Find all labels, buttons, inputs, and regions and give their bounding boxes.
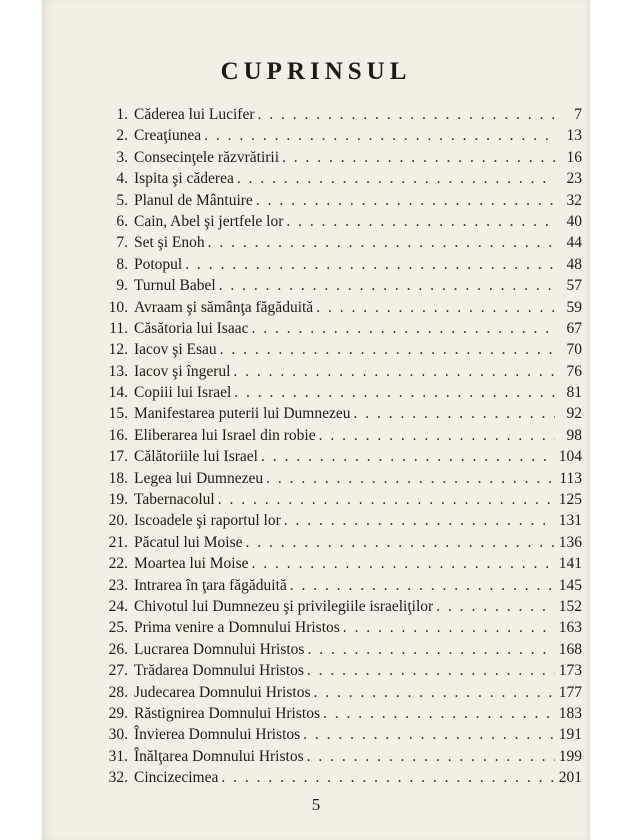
toc-entry — [100, 705, 582, 726]
dot-leader — [221, 769, 555, 787]
dot-leader — [307, 748, 555, 766]
dot-leader — [323, 705, 555, 723]
table-of-contents — [100, 106, 582, 791]
toc-entry-title: Copiii lui Israel — [134, 384, 232, 402]
toc-entry-number: 21. — [108, 533, 128, 551]
dot-leader — [286, 213, 555, 231]
toc-entry-page: 48 — [566, 255, 582, 273]
toc-entry-title: Răstignirea Domnului Hristos — [134, 704, 320, 722]
toc-entry-number: 29. — [108, 704, 128, 722]
toc-entry-number: 30. — [108, 726, 128, 744]
toc-entry-number: 11. — [109, 319, 128, 337]
dot-leader — [251, 320, 555, 338]
toc-entry-page: 199 — [558, 747, 582, 765]
toc-entry — [100, 555, 582, 576]
toc-entry-title: Potopul — [134, 255, 183, 273]
toc-entry — [100, 213, 582, 234]
toc-entry — [100, 769, 582, 790]
toc-entry-page: 81 — [566, 384, 582, 402]
toc-entry — [100, 299, 582, 320]
toc-entry-page: 168 — [558, 640, 582, 658]
toc-entry-page: 70 — [566, 341, 582, 359]
toc-entry-number: 27. — [108, 662, 128, 680]
toc-entry-page: 7 — [574, 106, 582, 123]
toc-entry-title: Înălţarea Domnului Hristos — [134, 747, 304, 765]
toc-entry-page: 201 — [558, 769, 582, 787]
toc-entry — [100, 491, 582, 512]
toc-entry-number: 31. — [108, 747, 128, 765]
toc-entry-number: 24. — [108, 597, 128, 615]
toc-entry — [100, 234, 582, 255]
toc-entry-number: 4. — [116, 170, 128, 188]
toc-entry-number: 32. — [108, 769, 128, 787]
toc-entry-page: 136 — [558, 533, 582, 551]
dot-leader — [233, 363, 555, 381]
toc-entry-page: 183 — [558, 704, 582, 722]
toc-entry-number: 16. — [108, 426, 128, 444]
toc-entry-page: 67 — [566, 319, 582, 337]
toc-entry-title: Ispita şi căderea — [134, 170, 234, 188]
dot-leader — [208, 234, 555, 252]
dot-leader — [284, 512, 555, 530]
dot-leader — [303, 726, 555, 744]
toc-entry-title: Consecinţele răzvrătirii — [134, 148, 280, 166]
toc-entry — [100, 106, 582, 127]
toc-entry-page: 40 — [566, 212, 582, 230]
toc-entry — [100, 448, 582, 469]
toc-entry-page: 44 — [566, 234, 582, 252]
toc-entry-number: 12. — [108, 341, 128, 359]
toc-entry-page: 13 — [566, 127, 582, 145]
toc-entry — [100, 427, 582, 448]
toc-entry — [100, 577, 582, 598]
toc-entry-number: 25. — [108, 619, 128, 637]
toc-entry-page: 76 — [566, 362, 582, 380]
toc-entry — [100, 470, 582, 491]
toc-entry-title: Iacov şi îngerul — [134, 362, 231, 380]
toc-entry-title: Set şi Enoh — [134, 234, 205, 252]
toc-entry-title: Învierea Domnului Hristos — [134, 726, 301, 744]
toc-entry-page: 163 — [558, 619, 582, 637]
dot-leader — [218, 491, 555, 509]
dot-leader — [316, 299, 555, 317]
dot-leader — [307, 641, 555, 659]
book-page — [42, 0, 590, 840]
dot-leader — [282, 149, 555, 167]
toc-entry — [100, 512, 582, 533]
toc-entry — [100, 341, 582, 362]
toc-entry-title: Planul de Mântuire — [134, 191, 253, 209]
toc-entry — [100, 149, 582, 170]
toc-entry-title: Călătoriile lui Israel — [134, 448, 258, 466]
toc-entry-number: 8. — [116, 255, 128, 273]
toc-entry-title: Turnul Babel — [134, 277, 216, 295]
toc-entry-title: Chivotul lui Dumnezeu şi privilegiile israeliţilor — [134, 597, 434, 615]
toc-entry-title: Judecarea Domnului Hristos — [134, 683, 311, 701]
toc-entry-page: 104 — [558, 448, 582, 466]
dot-leader — [319, 427, 555, 445]
dot-leader — [256, 192, 555, 210]
dot-leader — [234, 384, 555, 402]
toc-entry-number: 20. — [108, 512, 128, 530]
toc-entry-page: 125 — [558, 491, 582, 509]
toc-entry — [100, 726, 582, 747]
toc-entry-title: Căderea lui Lucifer — [134, 106, 255, 123]
toc-entry-title: Prima venire a Domnului Hristos — [134, 619, 340, 637]
toc-entry-page: 131 — [558, 512, 582, 530]
toc-entry-title: Avraam şi sămânţa făgăduită — [134, 298, 314, 316]
toc-entry-page: 152 — [558, 597, 582, 615]
dot-leader — [220, 341, 555, 359]
toc-entry-page: 141 — [558, 555, 582, 573]
toc-entry-title: Iacov şi Esau — [134, 341, 217, 359]
toc-entry-page: 57 — [566, 277, 582, 295]
toc-entry-title: Moartea lui Moise — [134, 555, 249, 573]
toc-entry — [100, 256, 582, 277]
toc-entry-number: 14. — [108, 384, 128, 402]
toc-entry-title: Lucrarea Domnului Hristos — [134, 640, 305, 658]
toc-entry — [100, 684, 582, 705]
toc-entry-number: 1. — [116, 106, 128, 123]
dot-leader — [204, 127, 555, 145]
toc-entry-number: 10. — [108, 298, 128, 316]
toc-entry — [100, 363, 582, 384]
toc-entry-number: 13. — [108, 362, 128, 380]
dot-leader — [314, 684, 556, 702]
toc-entry-page: 32 — [566, 191, 582, 209]
dot-leader — [266, 470, 555, 488]
toc-entry-number: 5. — [116, 191, 128, 209]
toc-entry-title: Manifestarea puterii lui Dumnezeu — [134, 405, 351, 423]
toc-entry-number: 6. — [116, 212, 128, 230]
toc-entry-page: 98 — [566, 426, 582, 444]
toc-entry-title: Cain, Abel şi jertfele lor — [134, 212, 284, 230]
dot-leader — [307, 662, 555, 680]
dot-leader — [354, 405, 556, 423]
toc-entry-number: 17. — [108, 448, 128, 466]
toc-entry-number: 3. — [116, 148, 128, 166]
toc-entry — [100, 405, 582, 426]
dot-leader — [252, 555, 555, 573]
toc-entry-title: Tabernacolul — [134, 491, 215, 509]
page-number: 5 — [311, 795, 321, 814]
toc-entry-number: 18. — [108, 469, 128, 487]
toc-entry — [100, 384, 582, 405]
toc-entry-title: Păcatul lui Moise — [134, 533, 243, 551]
page-title: CUPRINSUL — [220, 58, 412, 85]
dot-leader — [185, 256, 555, 274]
toc-entry-number: 28. — [108, 683, 128, 701]
toc-entry-page: 145 — [558, 576, 582, 594]
toc-entry-page: 92 — [566, 405, 582, 423]
toc-entry — [100, 662, 582, 683]
toc-entry — [100, 619, 582, 640]
toc-entry-title: Creaţiunea — [134, 127, 202, 145]
toc-entry — [100, 277, 582, 298]
toc-entry — [100, 192, 582, 213]
dot-leader — [246, 534, 556, 552]
toc-entry-page: 16 — [566, 148, 582, 166]
toc-entry — [100, 534, 582, 555]
toc-entry-number: 26. — [108, 640, 128, 658]
dot-leader — [237, 170, 555, 188]
toc-entry-number: 2. — [116, 127, 128, 145]
toc-entry — [100, 641, 582, 662]
dot-leader — [343, 619, 555, 637]
toc-entry-number: 23. — [108, 576, 128, 594]
toc-entry-title: Intrarea în ţara făgăduită — [134, 576, 287, 594]
toc-entry-title: Căsătoria lui Isaac — [134, 319, 249, 337]
toc-entry — [100, 598, 582, 619]
toc-entry — [100, 320, 582, 341]
toc-entry-title: Legea lui Dumnezeu — [134, 469, 264, 487]
dot-leader — [219, 277, 555, 295]
toc-entry-title: Trădarea Domnului Hristos — [134, 662, 304, 680]
dot-leader — [258, 106, 556, 124]
dot-leader — [436, 598, 555, 616]
toc-entry — [100, 748, 582, 769]
toc-entry-number: 19. — [108, 491, 128, 509]
toc-entry — [100, 127, 582, 148]
toc-entry-title: Eliberarea lui Israel din robie — [134, 426, 316, 444]
toc-entry-title: Iscoadele şi raportul lor — [134, 512, 281, 530]
toc-entry-number: 9. — [116, 277, 128, 295]
dot-leader — [261, 448, 555, 466]
toc-entry-page: 23 — [566, 170, 582, 188]
toc-entry-page: 59 — [566, 298, 582, 316]
toc-entry-page: 173 — [558, 662, 582, 680]
toc-entry-number: 15. — [108, 405, 128, 423]
toc-entry-page: 177 — [558, 683, 582, 701]
dot-leader — [290, 577, 555, 595]
toc-entry-number: 22. — [108, 555, 128, 573]
toc-entry-number: 7. — [116, 234, 128, 252]
toc-entry-title: Cincizecimea — [134, 769, 219, 787]
toc-entry — [100, 170, 582, 191]
toc-entry-page: 191 — [558, 726, 582, 744]
toc-entry-page: 113 — [559, 469, 582, 487]
